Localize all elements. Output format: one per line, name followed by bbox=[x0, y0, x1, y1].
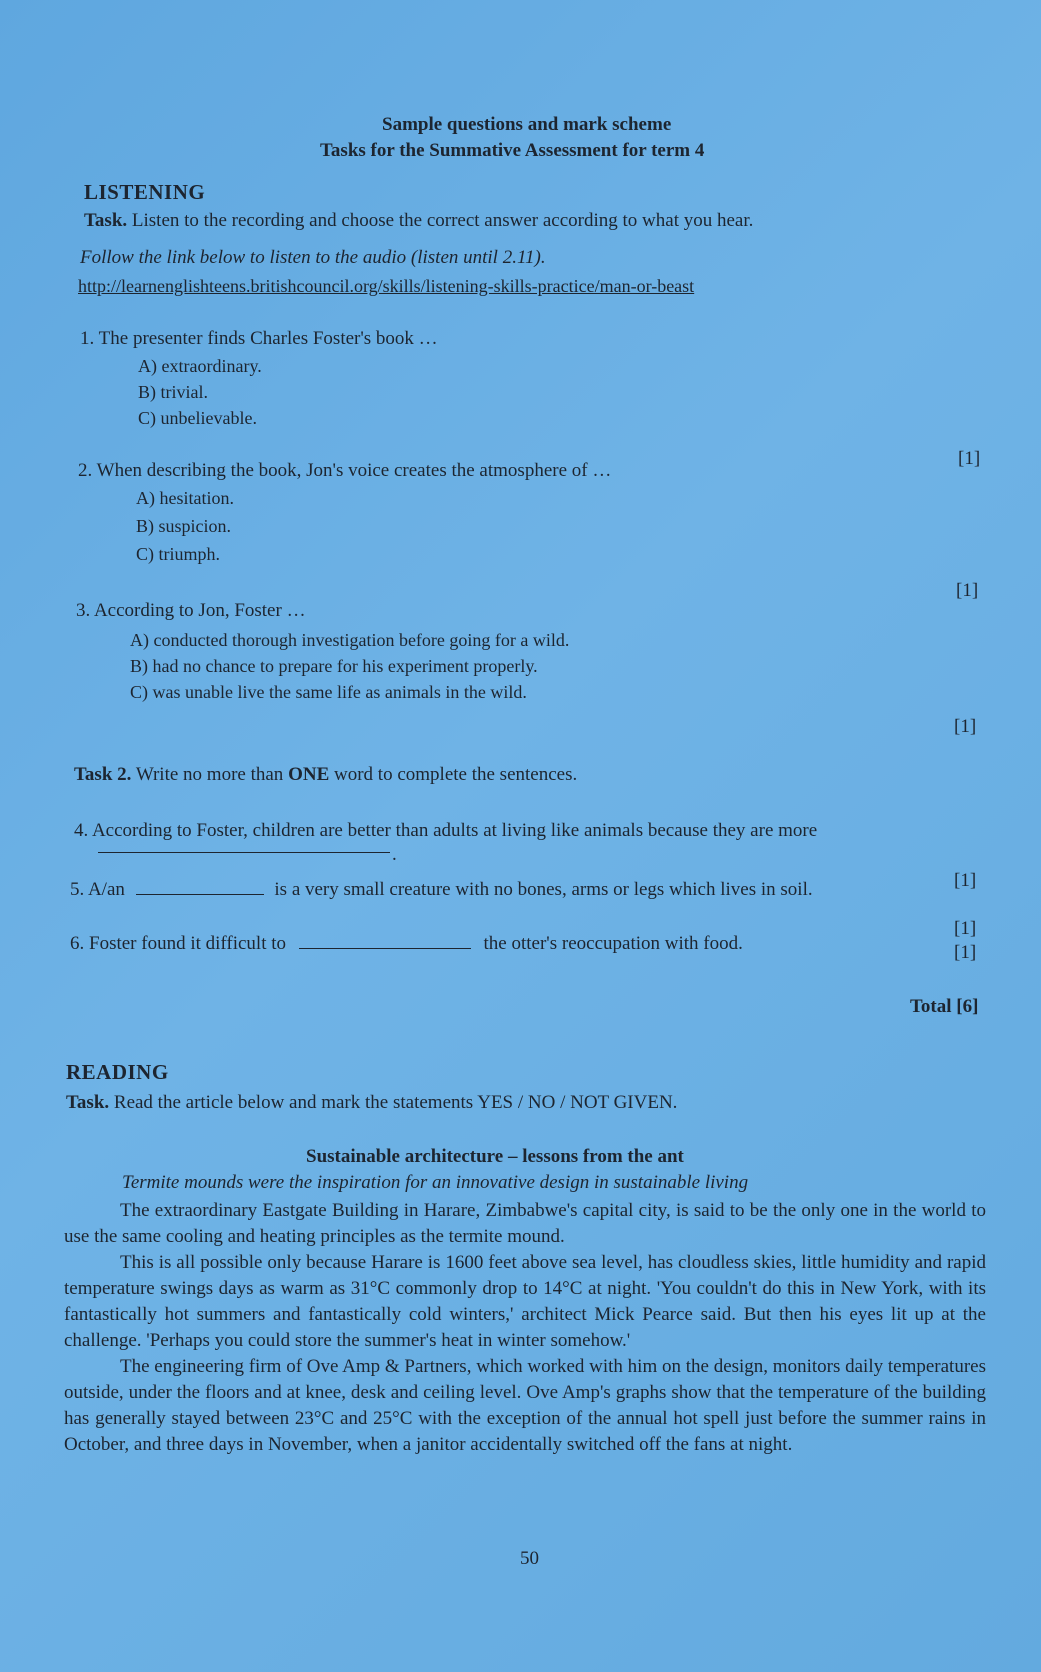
question-2-option-c: C) triumph. bbox=[136, 544, 220, 564]
question-1-option-b: B) trivial. bbox=[138, 382, 208, 402]
document-subtitle: Tasks for the Summative Assessment for term 4 bbox=[320, 140, 705, 161]
question-3-option-b: B) had no chance to prepare for his experiment properly. bbox=[130, 656, 538, 676]
follow-instruction: Follow the link below to listen to the audio (listen until 2.11). bbox=[80, 247, 546, 268]
article-paragraph-3: The engineering firm of Ove Amp & Partners, which worked with him on the design, monitors daily temperatures outside, under the floors and at knee, desk and ceiling level. Ove Amp's graphs show that the temperature of the building has generally stayed between 23°C and 25°C with the exception of the annual hot spell just before the summer rains in October, and three days in November, when a janitor accidentally switched off the fans at night. bbox=[64, 1356, 986, 1455]
task-2-text-c: word to complete the sentences. bbox=[329, 764, 578, 785]
task-2-emphasis: ONE bbox=[288, 764, 330, 785]
question-1-option-c: C) unbelievable. bbox=[138, 408, 257, 428]
question-4-end: . bbox=[392, 844, 397, 865]
question-1-stem: 1. The presenter finds Charles Foster's book … bbox=[80, 328, 438, 349]
question-6-blank[interactable] bbox=[299, 930, 471, 949]
article-paragraph-1: The extraordinary Eastgate Building in Harare, Zimbabwe's capital city, is said to be the only one in the world to use the same cooling and heating principles as the termite mound. bbox=[64, 1200, 986, 1247]
reading-task bbox=[66, 1092, 677, 1114]
question-4-blank[interactable] bbox=[98, 852, 390, 853]
question-4-mark: [1] bbox=[954, 870, 977, 891]
question-5-blank[interactable] bbox=[136, 876, 264, 895]
question-6-end: the otter's reoccupation with food. bbox=[483, 933, 743, 954]
listening-heading: LISTENING bbox=[84, 180, 206, 204]
task-text: Listen to the recording and choose the correct answer according to what you hear. bbox=[131, 210, 754, 231]
task-2-label: Task 2. bbox=[74, 764, 132, 785]
article-subtitle: Termite mounds were the inspiration for an innovative design in sustainable living bbox=[122, 1172, 749, 1193]
article-paragraph-2: This is all possible only because Harare is 1600 feet above sea level, has cloudless skies, little humidity and rapid temperature swings days as warm as 31°C commonly drop to 14°C at night. 'You couldn't do this in New York, with its fantastically hot summers and fantastically cold winters,' architect Mick Pearce said. But then his eyes lit up at the challenge. 'Perhaps you could store the summer's heat in winter somehow.' bbox=[64, 1252, 986, 1351]
page-number: 50 bbox=[520, 1548, 539, 1569]
question-6-mark: [1] bbox=[954, 942, 977, 963]
task-2-text-a: Write no more than bbox=[135, 764, 289, 785]
question-2-option-b: B) suspicion. bbox=[136, 516, 232, 536]
total-marks: Total [6] bbox=[910, 996, 979, 1017]
task-2-instruction bbox=[74, 764, 577, 786]
audio-link[interactable]: http://learnenglishteens.britishcouncil.org/skills/listening-skills-practice/man-or-beast bbox=[78, 276, 695, 296]
question-2-mark: [1] bbox=[956, 580, 979, 601]
listening-task bbox=[84, 210, 753, 232]
question-2-stem: 2. When describing the book, Jon's voice creates the atmosphere of … bbox=[78, 460, 612, 481]
question-5 bbox=[70, 876, 813, 901]
reading-heading: READING bbox=[66, 1060, 169, 1084]
question-3-option-a: A) conducted thorough investigation before going for a wild. bbox=[130, 630, 570, 650]
question-1-mark: [1] bbox=[958, 448, 981, 469]
question-1-option-a: A) extraordinary. bbox=[138, 356, 262, 376]
task-label: Task. bbox=[84, 210, 128, 231]
question-2-option-a: A) hesitation. bbox=[136, 488, 234, 508]
question-5-start: 5. A/an bbox=[70, 879, 125, 900]
article-title: Sustainable architecture – lessons from the ant bbox=[306, 1146, 684, 1167]
document-title: Sample questions and mark scheme bbox=[382, 114, 672, 135]
question-3-stem: 3. According to Jon, Foster … bbox=[76, 600, 306, 621]
question-3-mark: [1] bbox=[954, 716, 977, 737]
question-4: 4. According to Foster, children are better than adults at living like animals because they are more bbox=[74, 820, 818, 841]
question-6-start: 6. Foster found it difficult to bbox=[70, 933, 287, 954]
question-6 bbox=[70, 930, 743, 955]
question-5-end: is a very small creature with no bones, arms or legs which lives in soil. bbox=[274, 879, 813, 900]
reading-task-label: Task. bbox=[66, 1092, 110, 1113]
reading-task-text: Read the article below and mark the statements YES / NO / NOT GIVEN. bbox=[113, 1092, 678, 1113]
question-5-mark: [1] bbox=[954, 918, 977, 939]
article-body bbox=[64, 1198, 986, 1458]
question-3-option-c: C) was unable live the same life as animals in the wild. bbox=[130, 682, 527, 702]
